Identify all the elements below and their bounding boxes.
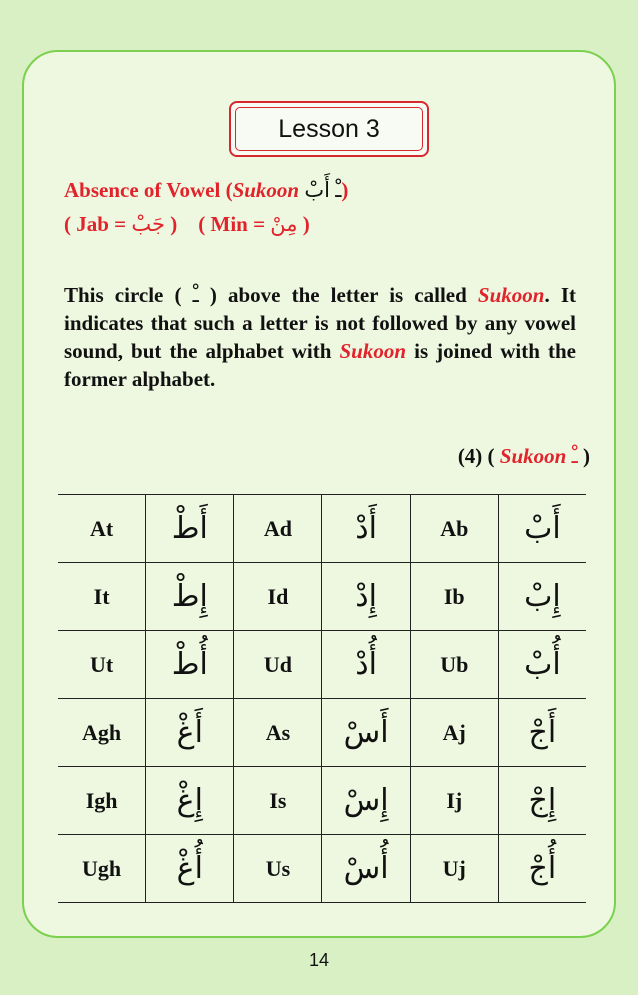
translit-cell: Aj <box>410 699 498 767</box>
para-text-4: is joined with the former alphabet. <box>64 339 576 391</box>
para-text-3: . It indicates that such a letter is not followed by any vowel sound, but the alphabet with <box>64 283 576 363</box>
arabic-cell: إِبْ <box>498 563 586 631</box>
arabic-cell: إِدْ <box>322 563 410 631</box>
section-close: ) <box>577 444 590 468</box>
translit-cell: Uj <box>410 835 498 903</box>
para-term-1: Sukoon <box>477 283 545 307</box>
heading-absence-of-vowel <box>64 178 584 203</box>
arabic-cell: أَسْ <box>322 699 410 767</box>
table-row <box>58 835 586 903</box>
page-number: 14 <box>308 950 330 970</box>
translit-cell: Ut <box>58 631 146 699</box>
section-term: Sukoon <box>499 444 567 468</box>
arabic-cell: إِسْ <box>322 767 410 835</box>
arabic-cell: أَطْ <box>146 495 234 563</box>
arabic-cell: أُطْ <box>146 631 234 699</box>
table-row <box>58 699 586 767</box>
section-sign: ـْ <box>571 444 578 468</box>
examples-line <box>64 212 584 237</box>
jab-close: ) <box>165 212 178 236</box>
arabic-cell: أُغْ <box>146 835 234 903</box>
arabic-cell: إِغْ <box>146 767 234 835</box>
heading-term: Sukoon <box>232 178 300 202</box>
arabic-cell: إِجْ <box>498 767 586 835</box>
table-row <box>58 495 586 563</box>
arabic-cell: أُبْ <box>498 631 586 699</box>
arabic-cell: أُدْ <box>322 631 410 699</box>
translit-cell: Ij <box>410 767 498 835</box>
arabic-cell: أَغْ <box>146 699 234 767</box>
min-arabic: مِنْ <box>270 212 298 236</box>
table-row <box>58 767 586 835</box>
arabic-cell: أَدْ <box>322 495 410 563</box>
jab-label: ( Jab = <box>64 212 132 236</box>
min-close: ) <box>297 212 310 236</box>
translit-cell: Id <box>234 563 322 631</box>
para-term-2: Sukoon <box>339 339 407 363</box>
lesson-title-box <box>229 101 429 157</box>
heading-arabic-example: أَبْ <box>304 178 330 202</box>
sukoon-table <box>58 494 586 903</box>
heading-prefix: Absence of Vowel ( <box>64 178 233 202</box>
section-label <box>385 444 590 469</box>
translit-cell: Ud <box>234 631 322 699</box>
jab-arabic: جَبْ <box>131 212 165 236</box>
arabic-cell: أُجْ <box>498 835 586 903</box>
translit-cell: At <box>58 495 146 563</box>
para-text-1: This circle ( <box>64 283 193 307</box>
translit-cell: Igh <box>58 767 146 835</box>
translit-cell: Us <box>234 835 322 903</box>
translit-cell: As <box>234 699 322 767</box>
heading-sukoon-sign: ـْ <box>335 178 342 202</box>
table-row <box>58 563 586 631</box>
arabic-cell: إِطْ <box>146 563 234 631</box>
section-number: (4) ( <box>457 444 500 468</box>
arabic-cell: أُسْ <box>322 835 410 903</box>
para-sukoon-sign: ـْ <box>192 283 199 307</box>
explanation-paragraph <box>64 281 576 393</box>
translit-cell: Is <box>234 767 322 835</box>
para-text-2: ) above the letter is called <box>198 283 478 307</box>
arabic-cell: أَبْ <box>498 495 586 563</box>
translit-cell: Ad <box>234 495 322 563</box>
translit-cell: It <box>58 563 146 631</box>
arabic-cell: أَجْ <box>498 699 586 767</box>
translit-cell: Ugh <box>58 835 146 903</box>
translit-cell: Ub <box>410 631 498 699</box>
translit-cell: Agh <box>58 699 146 767</box>
min-label: ( Min = <box>198 212 271 236</box>
translit-cell: Ib <box>410 563 498 631</box>
heading-suffix: ) <box>341 178 349 202</box>
table-row <box>58 631 586 699</box>
translit-cell: Ab <box>410 495 498 563</box>
lesson-title: Lesson 3 <box>235 107 423 151</box>
